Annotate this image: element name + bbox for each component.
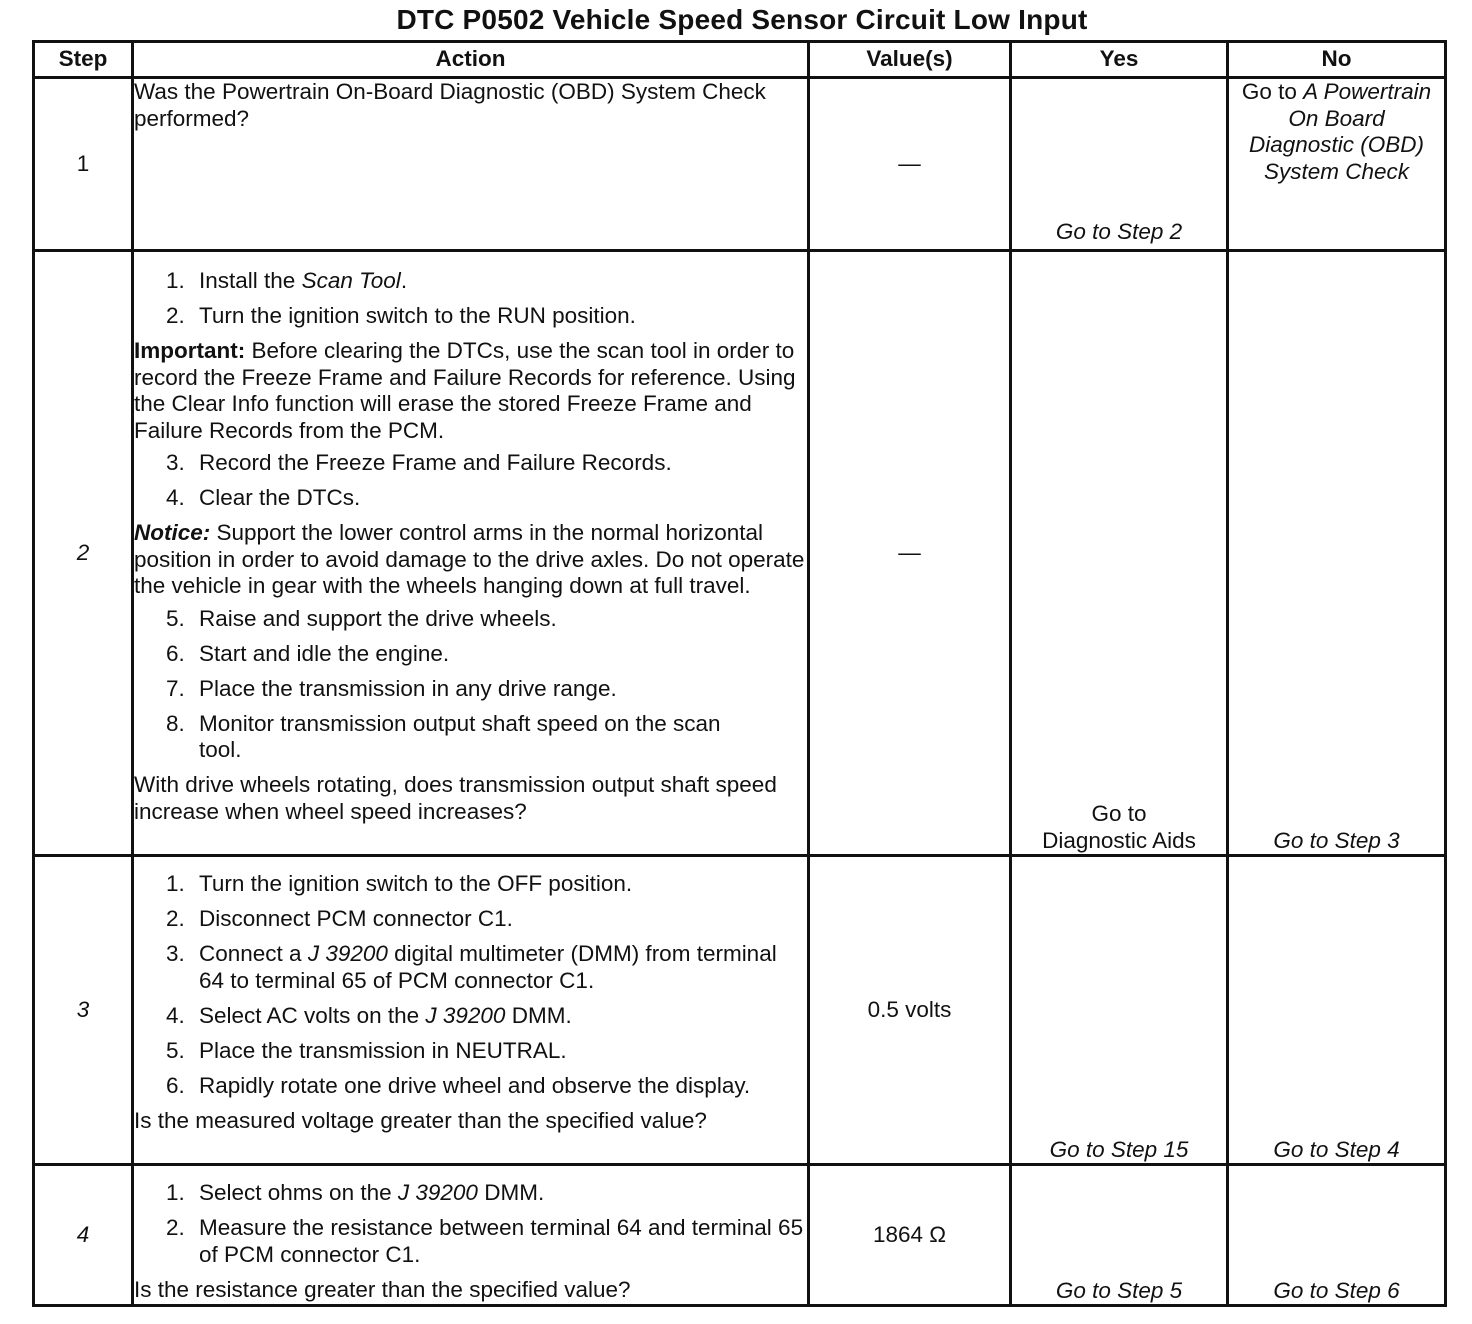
value-cell: 1864 Ω [809,1165,1011,1306]
action-cell [133,1165,809,1306]
action-cell [133,856,809,1165]
list-item: 3. Record the Freeze Frame and Failure Records. [191,450,807,477]
procedure-list [134,606,807,764]
question-text: Is the measured voltage greater than the specified value? [134,1107,707,1133]
no-cell: Go to Step 4 [1228,856,1446,1165]
list-item: 2. Turn the ignition switch to the RUN position. [191,303,807,330]
procedure-list [134,450,807,512]
yes-cell: Go to Step 15 [1011,856,1228,1165]
step-number: 1 [34,78,133,251]
list-item: 4. Select AC volts on the J 39200 DMM. [191,1003,807,1030]
yes-cell: Go to Step 5 [1011,1165,1228,1306]
no-prefix: Go to [1241,79,1304,104]
no-cell: Go to Step 6 [1228,1165,1446,1306]
list-item: 7. Place the transmission in any drive range. [191,676,807,703]
action-cell [133,78,809,251]
list-item: 6. Rapidly rotate one drive wheel and observe the display. [191,1073,807,1100]
header-step: Step [34,42,133,78]
procedure-list [134,871,807,1099]
header-no: No [1228,42,1446,78]
yes-cell: Go to Diagnostic Aids [1011,251,1228,856]
value-cell: 0.5 volts [809,856,1011,1165]
table-row-step-4 [34,1165,1446,1306]
list-item: 2. Disconnect PCM connector C1. [191,906,807,933]
list-item: 8. Monitor transmission output shaft speed on the scan tool. [191,711,807,764]
no-cell: Go to Step 3 [1228,251,1446,856]
table-row-step-1 [34,78,1446,251]
procedure-list [134,268,807,330]
action-cell [133,251,809,856]
table-row-step-2 [34,251,1446,856]
list-item: 1. Install the Scan Tool. [191,268,807,295]
list-item: 2. Measure the resistance between terminal 64 and terminal 65 of PCM connector C1. [191,1215,807,1268]
list-item: 6. Start and idle the engine. [191,641,807,668]
step-number: 2 [34,251,133,856]
value-cell: — [809,78,1011,251]
table-row-step-3 [34,856,1446,1165]
step-number: 3 [34,856,133,1165]
list-item: 3. Connect a J 39200 digital multimeter (DMM) from terminal 64 to terminal 65 of PCM connector C1. [191,941,807,994]
value-cell: — [809,251,1011,856]
header-values: Value(s) [809,42,1011,78]
list-item: 5. Raise and support the drive wheels. [191,606,807,633]
yes-cell: Go to Step 2 [1011,78,1228,251]
page-title: DTC P0502 Vehicle Speed Sensor Circuit Low Input [396,4,1088,35]
important-note: Important: Before clearing the DTCs, use the scan tool in order to record the Freeze Frame and Failure Records for reference. Using the Clear Info function will erase the stored Freeze Frame and Failure Records from the PCM. [134,338,796,443]
question-text: Is the resistance greater than the specified value? [134,1276,631,1302]
list-item: 4. Clear the DTCs. [191,485,807,512]
no-link-text: A Powertrain On Board Diagnostic (OBD) System Check [1248,79,1432,184]
step-number: 4 [34,1165,133,1306]
procedure-list [134,1180,807,1268]
header-yes: Yes [1011,42,1228,78]
question-text: Was the Powertrain On-Board Diagnostic (OBD) System Check performed? [134,79,766,131]
list-item: 1. Select ohms on the J 39200 DMM. [191,1180,807,1207]
list-item: 1. Turn the ignition switch to the OFF position. [191,871,807,898]
no-cell [1228,78,1446,251]
notice-note: Notice: Support the lower control arms in the normal horizontal position in order to avoid damage to the drive axles. Do not operate the vehicle in gear with the wheels hanging down at full travel. [134,520,805,598]
header-action: Action [133,42,809,78]
header-row [34,42,1446,78]
list-item: 5. Place the transmission in NEUTRAL. [191,1038,807,1065]
question-text: With drive wheels rotating, does transmission output shaft speed increase when wheel speed increases? [134,772,777,824]
diagnostic-table [32,40,1447,1307]
